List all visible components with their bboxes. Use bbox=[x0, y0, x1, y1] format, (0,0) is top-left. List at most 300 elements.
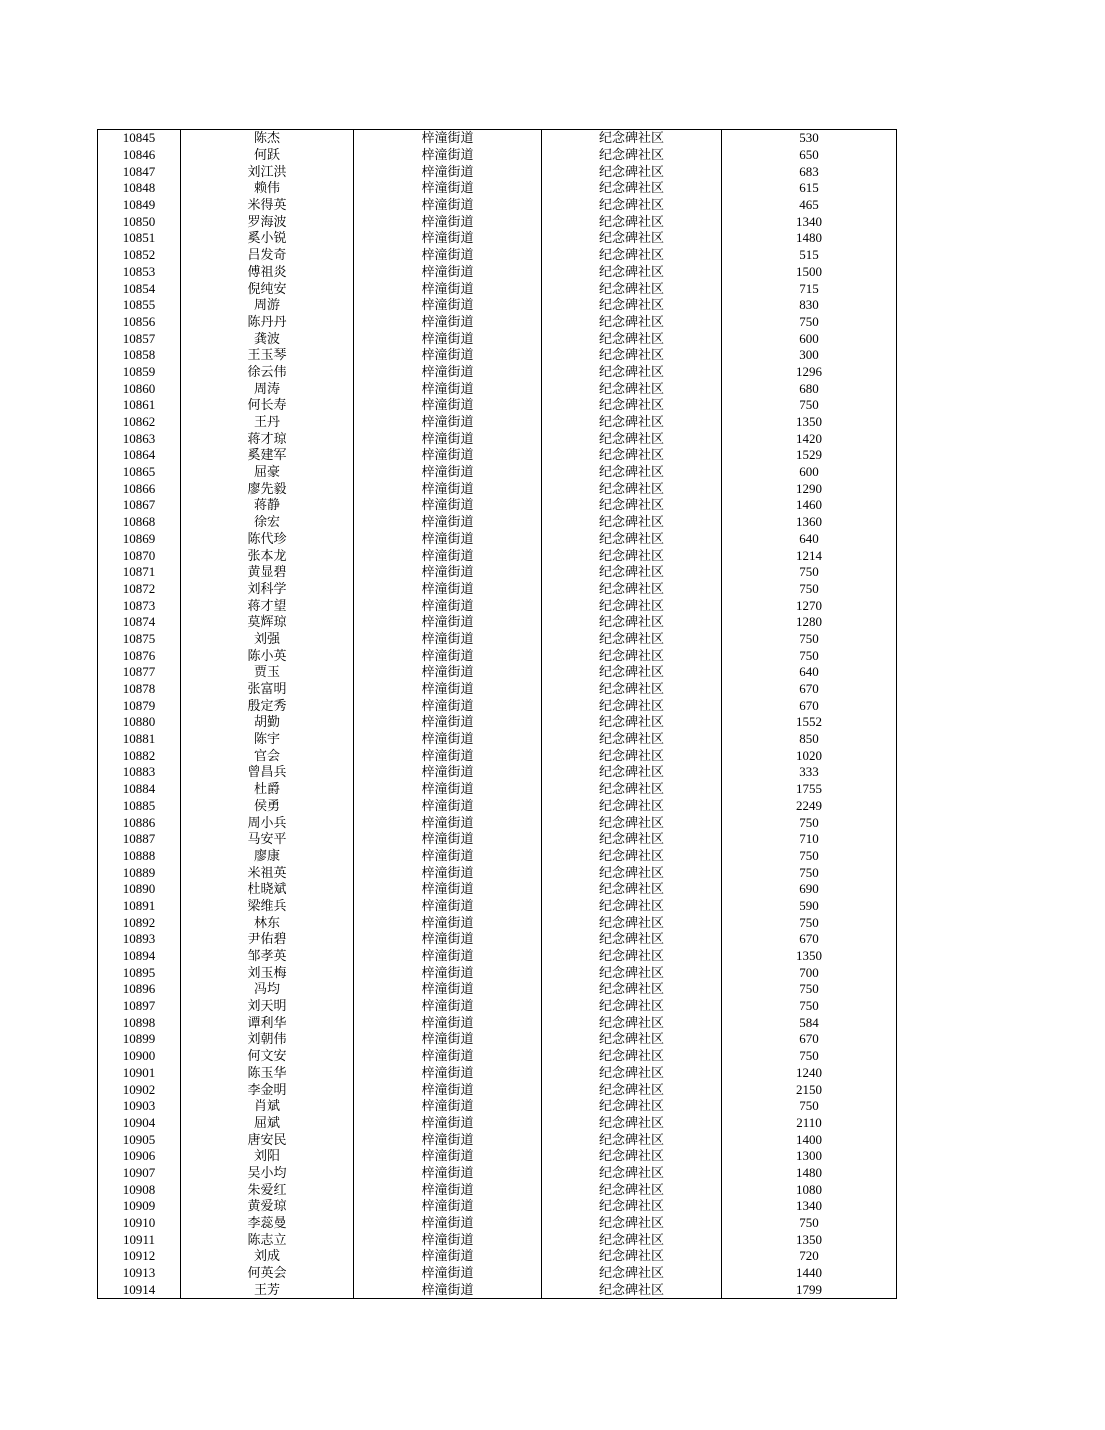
record-number-cell: 10864 bbox=[98, 447, 181, 464]
amount-cell: 750 bbox=[722, 914, 897, 931]
table-row bbox=[98, 798, 897, 815]
street-cell: 梓潼街道 bbox=[354, 1248, 542, 1265]
amount-cell: 750 bbox=[722, 1048, 897, 1065]
name-cell: 莫辉琼 bbox=[181, 614, 354, 631]
community-cell: 纪念碑社区 bbox=[542, 1065, 722, 1082]
community-cell: 纪念碑社区 bbox=[542, 297, 722, 314]
record-number-cell: 10886 bbox=[98, 814, 181, 831]
record-number-cell: 10896 bbox=[98, 981, 181, 998]
record-number-cell: 10909 bbox=[98, 1198, 181, 1215]
name-cell: 刘江洪 bbox=[181, 163, 354, 180]
street-cell: 梓潼街道 bbox=[354, 781, 542, 798]
name-cell: 赖伟 bbox=[181, 180, 354, 197]
table-row bbox=[98, 747, 897, 764]
record-number-cell: 10891 bbox=[98, 898, 181, 915]
amount-cell: 1214 bbox=[722, 547, 897, 564]
street-cell: 梓潼街道 bbox=[354, 1131, 542, 1148]
record-number-cell: 10894 bbox=[98, 948, 181, 965]
table-row bbox=[98, 1065, 897, 1082]
community-cell: 纪念碑社区 bbox=[542, 547, 722, 564]
street-cell: 梓潼街道 bbox=[354, 714, 542, 731]
community-cell: 纪念碑社区 bbox=[542, 180, 722, 197]
record-number-cell: 10901 bbox=[98, 1065, 181, 1082]
record-number-cell: 10910 bbox=[98, 1215, 181, 1232]
amount-cell: 750 bbox=[722, 314, 897, 331]
community-cell: 纪念碑社区 bbox=[542, 447, 722, 464]
community-cell: 纪念碑社区 bbox=[542, 1131, 722, 1148]
name-cell: 唐安民 bbox=[181, 1131, 354, 1148]
record-number-cell: 10904 bbox=[98, 1115, 181, 1132]
amount-cell: 1350 bbox=[722, 414, 897, 431]
table-row bbox=[98, 881, 897, 898]
amount-cell: 750 bbox=[722, 1215, 897, 1232]
amount-cell: 750 bbox=[722, 581, 897, 598]
name-cell: 杜爵 bbox=[181, 781, 354, 798]
amount-cell: 650 bbox=[722, 147, 897, 164]
amount-cell: 1240 bbox=[722, 1065, 897, 1082]
record-number-cell: 10847 bbox=[98, 163, 181, 180]
street-cell: 梓潼街道 bbox=[354, 364, 542, 381]
street-cell: 梓潼街道 bbox=[354, 964, 542, 981]
community-cell: 纪念碑社区 bbox=[542, 814, 722, 831]
street-cell: 梓潼街道 bbox=[354, 914, 542, 931]
amount-cell: 590 bbox=[722, 898, 897, 915]
street-cell: 梓潼街道 bbox=[354, 1148, 542, 1165]
amount-cell: 1460 bbox=[722, 497, 897, 514]
name-cell: 刘成 bbox=[181, 1248, 354, 1265]
amount-cell: 1400 bbox=[722, 1131, 897, 1148]
community-cell: 纪念碑社区 bbox=[542, 1031, 722, 1048]
community-cell: 纪念碑社区 bbox=[542, 480, 722, 497]
record-number-cell: 10860 bbox=[98, 380, 181, 397]
name-cell: 林东 bbox=[181, 914, 354, 931]
table-row bbox=[98, 314, 897, 331]
street-cell: 梓潼街道 bbox=[354, 330, 542, 347]
street-cell: 梓潼街道 bbox=[354, 531, 542, 548]
street-cell: 梓潼街道 bbox=[354, 197, 542, 214]
street-cell: 梓潼街道 bbox=[354, 731, 542, 748]
amount-cell: 680 bbox=[722, 380, 897, 397]
record-number-cell: 10861 bbox=[98, 397, 181, 414]
community-cell: 纪念碑社区 bbox=[542, 230, 722, 247]
community-cell: 纪念碑社区 bbox=[542, 430, 722, 447]
community-cell: 纪念碑社区 bbox=[542, 581, 722, 598]
table-row bbox=[98, 898, 897, 915]
record-number-cell: 10871 bbox=[98, 564, 181, 581]
street-cell: 梓潼街道 bbox=[354, 464, 542, 481]
name-cell: 屈斌 bbox=[181, 1115, 354, 1132]
name-cell: 殷定秀 bbox=[181, 697, 354, 714]
name-cell: 马安平 bbox=[181, 831, 354, 848]
community-cell: 纪念碑社区 bbox=[542, 914, 722, 931]
community-cell: 纪念碑社区 bbox=[542, 731, 722, 748]
community-cell: 纪念碑社区 bbox=[542, 1215, 722, 1232]
table-row bbox=[98, 364, 897, 381]
community-cell: 纪念碑社区 bbox=[542, 631, 722, 648]
street-cell: 梓潼街道 bbox=[354, 848, 542, 865]
record-number-cell: 10895 bbox=[98, 964, 181, 981]
community-cell: 纪念碑社区 bbox=[542, 264, 722, 281]
table-row bbox=[98, 614, 897, 631]
amount-cell: 830 bbox=[722, 297, 897, 314]
record-number-cell: 10865 bbox=[98, 464, 181, 481]
table-row bbox=[98, 1115, 897, 1132]
community-cell: 纪念碑社区 bbox=[542, 881, 722, 898]
roster-table bbox=[97, 129, 897, 1299]
amount-cell: 1480 bbox=[722, 230, 897, 247]
record-number-cell: 10890 bbox=[98, 881, 181, 898]
name-cell: 张富明 bbox=[181, 681, 354, 698]
street-cell: 梓潼街道 bbox=[354, 647, 542, 664]
table-row bbox=[98, 631, 897, 648]
table-row bbox=[98, 1165, 897, 1182]
amount-cell: 1500 bbox=[722, 264, 897, 281]
name-cell: 廖先毅 bbox=[181, 480, 354, 497]
amount-cell: 1480 bbox=[722, 1165, 897, 1182]
street-cell: 梓潼街道 bbox=[354, 480, 542, 497]
street-cell: 梓潼街道 bbox=[354, 447, 542, 464]
name-cell: 何文安 bbox=[181, 1048, 354, 1065]
community-cell: 纪念碑社区 bbox=[542, 497, 722, 514]
name-cell: 吴小均 bbox=[181, 1165, 354, 1182]
street-cell: 梓潼街道 bbox=[354, 747, 542, 764]
name-cell: 廖康 bbox=[181, 848, 354, 865]
table-row bbox=[98, 564, 897, 581]
community-cell: 纪念碑社区 bbox=[542, 1281, 722, 1298]
amount-cell: 465 bbox=[722, 197, 897, 214]
name-cell: 曾昌兵 bbox=[181, 764, 354, 781]
street-cell: 梓潼街道 bbox=[354, 597, 542, 614]
table-row bbox=[98, 998, 897, 1015]
street-cell: 梓潼街道 bbox=[354, 1115, 542, 1132]
record-number-cell: 10851 bbox=[98, 230, 181, 247]
name-cell: 黄爱琼 bbox=[181, 1198, 354, 1215]
community-cell: 纪念碑社区 bbox=[542, 163, 722, 180]
street-cell: 梓潼街道 bbox=[354, 280, 542, 297]
name-cell: 李蕊曼 bbox=[181, 1215, 354, 1232]
name-cell: 陈杰 bbox=[181, 130, 354, 147]
community-cell: 纪念碑社区 bbox=[542, 647, 722, 664]
amount-cell: 640 bbox=[722, 531, 897, 548]
community-cell: 纪念碑社区 bbox=[542, 380, 722, 397]
street-cell: 梓潼街道 bbox=[354, 213, 542, 230]
street-cell: 梓潼街道 bbox=[354, 297, 542, 314]
name-cell: 侯勇 bbox=[181, 798, 354, 815]
name-cell: 谭利华 bbox=[181, 1014, 354, 1031]
record-number-cell: 10911 bbox=[98, 1231, 181, 1248]
table-row bbox=[98, 464, 897, 481]
amount-cell: 1350 bbox=[722, 948, 897, 965]
amount-cell: 1020 bbox=[722, 747, 897, 764]
street-cell: 梓潼街道 bbox=[354, 1215, 542, 1232]
amount-cell: 750 bbox=[722, 631, 897, 648]
table-row bbox=[98, 447, 897, 464]
amount-cell: 615 bbox=[722, 180, 897, 197]
community-cell: 纪念碑社区 bbox=[542, 1115, 722, 1132]
street-cell: 梓潼街道 bbox=[354, 998, 542, 1015]
name-cell: 肖斌 bbox=[181, 1098, 354, 1115]
name-cell: 王芳 bbox=[181, 1281, 354, 1298]
record-number-cell: 10872 bbox=[98, 581, 181, 598]
record-number-cell: 10863 bbox=[98, 430, 181, 447]
amount-cell: 2150 bbox=[722, 1081, 897, 1098]
table-row bbox=[98, 1265, 897, 1282]
name-cell: 陈志立 bbox=[181, 1231, 354, 1248]
record-number-cell: 10897 bbox=[98, 998, 181, 1015]
record-number-cell: 10879 bbox=[98, 697, 181, 714]
name-cell: 徐宏 bbox=[181, 514, 354, 531]
record-number-cell: 10853 bbox=[98, 264, 181, 281]
name-cell: 刘朝伟 bbox=[181, 1031, 354, 1048]
amount-cell: 750 bbox=[722, 647, 897, 664]
community-cell: 纪念碑社区 bbox=[542, 1165, 722, 1182]
table-row bbox=[98, 380, 897, 397]
amount-cell: 1440 bbox=[722, 1265, 897, 1282]
amount-cell: 1755 bbox=[722, 781, 897, 798]
name-cell: 刘强 bbox=[181, 631, 354, 648]
community-cell: 纪念碑社区 bbox=[542, 414, 722, 431]
table-row bbox=[98, 948, 897, 965]
table-row bbox=[98, 814, 897, 831]
amount-cell: 750 bbox=[722, 848, 897, 865]
street-cell: 梓潼街道 bbox=[354, 1198, 542, 1215]
amount-cell: 750 bbox=[722, 864, 897, 881]
name-cell: 米祖英 bbox=[181, 864, 354, 881]
street-cell: 梓潼街道 bbox=[354, 380, 542, 397]
community-cell: 纪念碑社区 bbox=[542, 831, 722, 848]
record-number-cell: 10885 bbox=[98, 798, 181, 815]
street-cell: 梓潼街道 bbox=[354, 547, 542, 564]
community-cell: 纪念碑社区 bbox=[542, 864, 722, 881]
record-number-cell: 10849 bbox=[98, 197, 181, 214]
table-row bbox=[98, 597, 897, 614]
community-cell: 纪念碑社区 bbox=[542, 397, 722, 414]
roster-table-body bbox=[98, 130, 897, 1299]
record-number-cell: 10903 bbox=[98, 1098, 181, 1115]
street-cell: 梓潼街道 bbox=[354, 631, 542, 648]
record-number-cell: 10870 bbox=[98, 547, 181, 564]
record-number-cell: 10914 bbox=[98, 1281, 181, 1298]
community-cell: 纪念碑社区 bbox=[542, 1048, 722, 1065]
community-cell: 纪念碑社区 bbox=[542, 747, 722, 764]
table-row bbox=[98, 1231, 897, 1248]
name-cell: 官会 bbox=[181, 747, 354, 764]
table-row bbox=[98, 130, 897, 147]
community-cell: 纪念碑社区 bbox=[542, 764, 722, 781]
name-cell: 吕发奇 bbox=[181, 247, 354, 264]
table-row bbox=[98, 180, 897, 197]
name-cell: 陈玉华 bbox=[181, 1065, 354, 1082]
community-cell: 纪念碑社区 bbox=[542, 564, 722, 581]
community-cell: 纪念碑社区 bbox=[542, 1181, 722, 1198]
record-number-cell: 10855 bbox=[98, 297, 181, 314]
community-cell: 纪念碑社区 bbox=[542, 147, 722, 164]
amount-cell: 750 bbox=[722, 397, 897, 414]
amount-cell: 750 bbox=[722, 981, 897, 998]
amount-cell: 720 bbox=[722, 1248, 897, 1265]
amount-cell: 750 bbox=[722, 998, 897, 1015]
amount-cell: 1296 bbox=[722, 364, 897, 381]
table-row bbox=[98, 864, 897, 881]
street-cell: 梓潼街道 bbox=[354, 1231, 542, 1248]
amount-cell: 300 bbox=[722, 347, 897, 364]
table-row bbox=[98, 1048, 897, 1065]
street-cell: 梓潼街道 bbox=[354, 264, 542, 281]
name-cell: 徐云伟 bbox=[181, 364, 354, 381]
street-cell: 梓潼街道 bbox=[354, 314, 542, 331]
street-cell: 梓潼街道 bbox=[354, 347, 542, 364]
name-cell: 陈小英 bbox=[181, 647, 354, 664]
community-cell: 纪念碑社区 bbox=[542, 848, 722, 865]
community-cell: 纪念碑社区 bbox=[542, 531, 722, 548]
record-number-cell: 10907 bbox=[98, 1165, 181, 1182]
amount-cell: 600 bbox=[722, 464, 897, 481]
record-number-cell: 10913 bbox=[98, 1265, 181, 1282]
record-number-cell: 10869 bbox=[98, 531, 181, 548]
street-cell: 梓潼街道 bbox=[354, 163, 542, 180]
record-number-cell: 10866 bbox=[98, 480, 181, 497]
table-row bbox=[98, 163, 897, 180]
community-cell: 纪念碑社区 bbox=[542, 898, 722, 915]
community-cell: 纪念碑社区 bbox=[542, 514, 722, 531]
amount-cell: 1290 bbox=[722, 480, 897, 497]
name-cell: 朱爱红 bbox=[181, 1181, 354, 1198]
name-cell: 李金明 bbox=[181, 1081, 354, 1098]
street-cell: 梓潼街道 bbox=[354, 1081, 542, 1098]
name-cell: 米得英 bbox=[181, 197, 354, 214]
record-number-cell: 10900 bbox=[98, 1048, 181, 1065]
name-cell: 蒋才望 bbox=[181, 597, 354, 614]
street-cell: 梓潼街道 bbox=[354, 798, 542, 815]
table-row bbox=[98, 414, 897, 431]
record-number-cell: 10862 bbox=[98, 414, 181, 431]
record-number-cell: 10893 bbox=[98, 931, 181, 948]
community-cell: 纪念碑社区 bbox=[542, 197, 722, 214]
table-row bbox=[98, 330, 897, 347]
record-number-cell: 10908 bbox=[98, 1181, 181, 1198]
record-number-cell: 10898 bbox=[98, 1014, 181, 1031]
community-cell: 纪念碑社区 bbox=[542, 664, 722, 681]
table-row bbox=[98, 480, 897, 497]
community-cell: 纪念碑社区 bbox=[542, 697, 722, 714]
name-cell: 奚小锐 bbox=[181, 230, 354, 247]
community-cell: 纪念碑社区 bbox=[542, 781, 722, 798]
name-cell: 奚建军 bbox=[181, 447, 354, 464]
community-cell: 纪念碑社区 bbox=[542, 1248, 722, 1265]
record-number-cell: 10889 bbox=[98, 864, 181, 881]
amount-cell: 670 bbox=[722, 1031, 897, 1048]
table-row bbox=[98, 430, 897, 447]
record-number-cell: 10878 bbox=[98, 681, 181, 698]
street-cell: 梓潼街道 bbox=[354, 764, 542, 781]
record-number-cell: 10877 bbox=[98, 664, 181, 681]
record-number-cell: 10892 bbox=[98, 914, 181, 931]
street-cell: 梓潼街道 bbox=[354, 1265, 542, 1282]
amount-cell: 1350 bbox=[722, 1231, 897, 1248]
community-cell: 纪念碑社区 bbox=[542, 247, 722, 264]
community-cell: 纪念碑社区 bbox=[542, 798, 722, 815]
street-cell: 梓潼街道 bbox=[354, 180, 542, 197]
amount-cell: 670 bbox=[722, 681, 897, 698]
community-cell: 纪念碑社区 bbox=[542, 981, 722, 998]
record-number-cell: 10873 bbox=[98, 597, 181, 614]
table-row bbox=[98, 664, 897, 681]
name-cell: 何跃 bbox=[181, 147, 354, 164]
table-row bbox=[98, 1031, 897, 1048]
street-cell: 梓潼街道 bbox=[354, 1281, 542, 1298]
table-row bbox=[98, 213, 897, 230]
name-cell: 蒋才琼 bbox=[181, 430, 354, 447]
name-cell: 刘天明 bbox=[181, 998, 354, 1015]
table-row bbox=[98, 581, 897, 598]
name-cell: 王玉琴 bbox=[181, 347, 354, 364]
community-cell: 纪念碑社区 bbox=[542, 130, 722, 147]
record-number-cell: 10846 bbox=[98, 147, 181, 164]
table-row bbox=[98, 280, 897, 297]
amount-cell: 750 bbox=[722, 1098, 897, 1115]
community-cell: 纪念碑社区 bbox=[542, 1014, 722, 1031]
name-cell: 倪纯安 bbox=[181, 280, 354, 297]
street-cell: 梓潼街道 bbox=[354, 664, 542, 681]
table-row bbox=[98, 714, 897, 731]
name-cell: 贾玉 bbox=[181, 664, 354, 681]
name-cell: 陈丹丹 bbox=[181, 314, 354, 331]
street-cell: 梓潼街道 bbox=[354, 931, 542, 948]
record-number-cell: 10854 bbox=[98, 280, 181, 297]
amount-cell: 515 bbox=[722, 247, 897, 264]
table-row bbox=[98, 1131, 897, 1148]
name-cell: 屈豪 bbox=[181, 464, 354, 481]
street-cell: 梓潼街道 bbox=[354, 614, 542, 631]
table-row bbox=[98, 531, 897, 548]
community-cell: 纪念碑社区 bbox=[542, 1081, 722, 1098]
table-row bbox=[98, 264, 897, 281]
amount-cell: 1340 bbox=[722, 1198, 897, 1215]
street-cell: 梓潼街道 bbox=[354, 581, 542, 598]
table-row bbox=[98, 731, 897, 748]
record-number-cell: 10912 bbox=[98, 1248, 181, 1265]
amount-cell: 1799 bbox=[722, 1281, 897, 1298]
amount-cell: 670 bbox=[722, 697, 897, 714]
street-cell: 梓潼街道 bbox=[354, 1165, 542, 1182]
record-number-cell: 10859 bbox=[98, 364, 181, 381]
record-number-cell: 10906 bbox=[98, 1148, 181, 1165]
community-cell: 纪念碑社区 bbox=[542, 1148, 722, 1165]
amount-cell: 850 bbox=[722, 731, 897, 748]
record-number-cell: 10845 bbox=[98, 130, 181, 147]
table-row bbox=[98, 964, 897, 981]
community-cell: 纪念碑社区 bbox=[542, 213, 722, 230]
name-cell: 陈宇 bbox=[181, 731, 354, 748]
community-cell: 纪念碑社区 bbox=[542, 314, 722, 331]
table-row bbox=[98, 1281, 897, 1298]
street-cell: 梓潼街道 bbox=[354, 948, 542, 965]
record-number-cell: 10850 bbox=[98, 213, 181, 230]
amount-cell: 333 bbox=[722, 764, 897, 781]
street-cell: 梓潼街道 bbox=[354, 1065, 542, 1082]
community-cell: 纪念碑社区 bbox=[542, 1231, 722, 1248]
amount-cell: 1360 bbox=[722, 514, 897, 531]
amount-cell: 1529 bbox=[722, 447, 897, 464]
amount-cell: 640 bbox=[722, 664, 897, 681]
street-cell: 梓潼街道 bbox=[354, 564, 542, 581]
amount-cell: 750 bbox=[722, 814, 897, 831]
community-cell: 纪念碑社区 bbox=[542, 1265, 722, 1282]
street-cell: 梓潼街道 bbox=[354, 1014, 542, 1031]
name-cell: 梁维兵 bbox=[181, 898, 354, 915]
street-cell: 梓潼街道 bbox=[354, 147, 542, 164]
record-number-cell: 10902 bbox=[98, 1081, 181, 1098]
